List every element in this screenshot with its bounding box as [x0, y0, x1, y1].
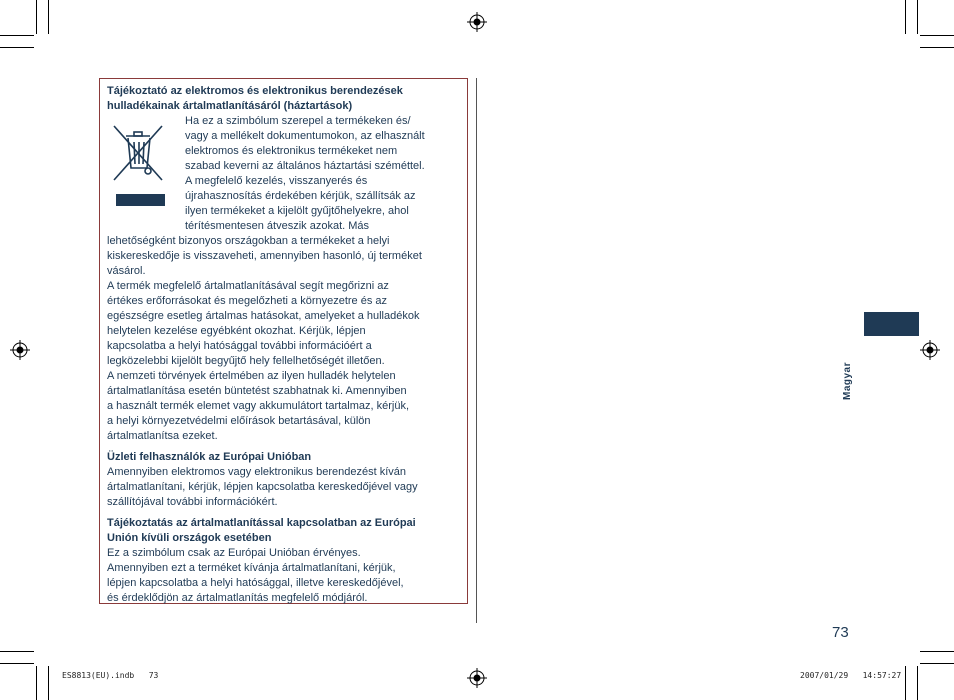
notice-symbol-text: Ha ez a szimbólum szerepel a termékeken és/ vagy a mellékelt dokumentumokon, az elhasznált elektromos és elektronikus termékeket nem szabad keverni az általános háztartási széméttel. A megfelelő kezelés, visszanyerés és újrahasznosítás érdekében kérjük, szállítsák az ilyen termékeket a kijelölt gyűjtőhelyekre, ahol térítésmentesen átveszik azokat. Más — [185, 115, 425, 232]
language-label: Magyar — [842, 361, 853, 400]
crop-mark — [905, 0, 906, 34]
crop-mark — [48, 0, 49, 34]
registration-mark-icon — [467, 668, 487, 688]
registration-mark-icon — [467, 12, 487, 32]
crop-mark — [0, 663, 34, 664]
crop-mark — [917, 0, 918, 34]
crop-mark — [917, 666, 918, 700]
crop-mark — [0, 651, 34, 652]
business-title: Üzleti felhasználók az Európai Unióban — [107, 451, 312, 463]
crop-mark — [36, 666, 37, 700]
notice-body-text: lehetőségként bizonyos országokban a termékeket a helyi kiskereskedője is visszaveheti, amennyiben hasonló, új terméket vásárol. A termék megfelelő ártalmatlanításával segít megőrizni az értékes erőforrásokat és megelőzheti a környezetre és az egészségre esetleg ártalmas hatásokat, amelyeket a hulladékok helytelen kezelése egyébként okozhat. Kérjük, lépjen kapcsolatba a helyi hatósággal további információért a legközelebbi kijelölt begyűjtő hely fellelhetőségét illetően. A nemzeti törvények értelmében az ilyen hulladék helytelen ártalmatlanítása esetén büntetést szabhatnak ki. Amennyiben a használt termék elemet vagy akkumulátort tartalmaz, kérjük, a helyi környezetvédelmi előírások betartásával, külön ártalmatlanítsa ezeket. — [107, 235, 422, 442]
page-number: 73 — [832, 624, 849, 641]
crop-mark — [48, 666, 49, 700]
outside-eu-text: Ez a szimbólum csak az Európai Unióban érvényes. Amennyiben ezt a terméket kívánja ártalmatlanítani, kérjük, lépjen kapcsolatba a helyi hatósággal, illetve kereskedőjével, és érdeklődjön az ártalmatlanítás megfelelő módjáról. — [107, 547, 404, 604]
business-text: Amennyiben elektromos vagy elektronikus berendezést kíván ártalmatlanítani, kérjük, lépjen kapcsolatba kereskedőjével vagy szállítójával további információkért. — [107, 466, 418, 508]
language-tab — [864, 312, 919, 336]
crop-mark — [905, 666, 906, 700]
footer-timestamp: 2007/01/29 14:57:27 — [800, 671, 902, 680]
weee-notice-box — [99, 78, 468, 604]
column-divider — [476, 78, 477, 623]
registration-mark-icon — [920, 340, 940, 360]
crop-mark — [0, 35, 34, 36]
footer-file-info: ES8813(EU).indb 73 — [62, 671, 159, 680]
registration-mark-icon — [10, 340, 30, 360]
crop-mark — [920, 47, 954, 48]
crossed-out-wheelie-bin-icon — [112, 124, 164, 182]
crop-mark — [920, 651, 954, 652]
outside-eu-title-line: Tájékoztatás az ártalmatlanítással kapcsolatban az Európai — [107, 517, 416, 529]
notice-title — [107, 84, 467, 114]
crop-mark — [36, 0, 37, 34]
outside-eu-title-line: Unión kívüli országok esetében — [107, 532, 272, 544]
notice-title-line: hulladékainak ártalmatlanításáról (háztartások) — [107, 100, 353, 112]
crop-mark — [0, 47, 34, 48]
weee-underline-bar — [116, 194, 165, 206]
crop-mark — [920, 35, 954, 36]
outside-eu-title — [107, 516, 467, 546]
crop-mark — [920, 663, 954, 664]
notice-title-line: Tájékoztató az elektromos és elektronikus berendezések — [107, 85, 403, 97]
weee-symbol-row — [107, 114, 467, 234]
